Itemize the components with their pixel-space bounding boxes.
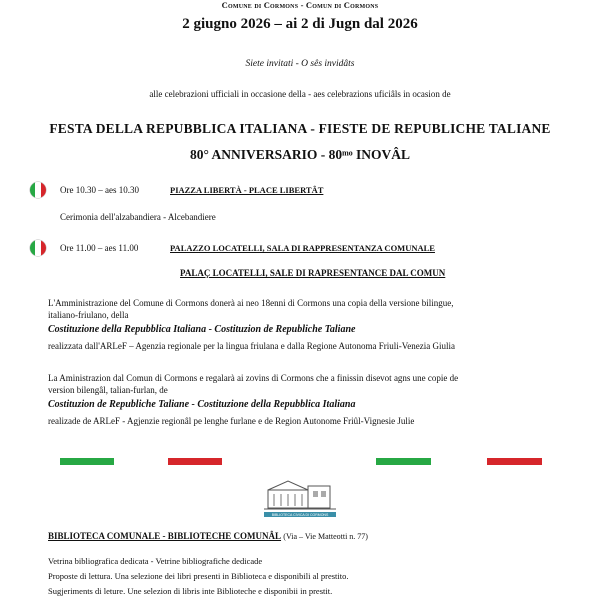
municipality-header: Comune di Cormons - Comun di Cormons [221,0,379,10]
italian-flag-icon [30,240,46,256]
proposal-friulian: Sugjeriments di leture. Une selezion di libris inte Biblioteche e disponibii in prestit. [48,586,333,596]
proposal-italian: Proposte di lettura. Una selezione dei libri presenti in Biblioteca e disponibili al prestito. [48,571,349,581]
event-place-friulian: PALAÇ LOCATELLI, SALE DI RAPRESENTANCE DAL COMUN [180,268,446,278]
paragraph-line: realizzata dall'ARLeF – Agenzia regionale per la lingua friulana e dalla Regione Autonoma Friuli-Venezia Giulia [48,340,455,351]
paragraph-friulian [48,373,558,427]
paragraph-line: version bilengâl, talian-furlan, de [48,384,168,395]
library-heading [48,531,368,541]
event-place: PALAZZO LOCATELLI, SALA DI RAPPRESENTANZA COMUNALE [170,243,435,253]
logo-caption: BIBLIOTECA CIVICA DI CORMONS [271,513,329,517]
event-time: Ore 11.00 – aes 11.00 [60,243,139,253]
tricolor-stripe-right [376,458,542,465]
constitution-title: Costituzione della Repubblica Italiana - Costituzion de Republiche Taliane [48,324,356,335]
event-detail: Cerimonia dell'alzabandiera - Alcebandiere [60,212,216,222]
event-time: Ore 10.30 – aes 10.30 [60,185,139,195]
tricolor-stripe-left [60,458,222,465]
library-title: BIBLIOTECA COMUNALE - BIBLIOTECHE COMUNÂL [48,531,282,541]
paragraph-line: La Aministrazion dal Comun di Cormons e regalarà ai zovins di Cormons che a finissin disevot agns une copie de [48,373,459,383]
showcase-line: Vetrina bibliografica dedicata - Vetrine bibliografiche dedicade [48,556,263,566]
occasion-line: alle celebrazioni ufficiali in occasione della - aes celebrazions uficiâls in ocasion de [149,89,451,99]
library-building-logo [262,476,338,518]
event-place: PIAZZA LIBERTÀ - PLACE LIBERTÂT [170,185,324,195]
paragraph-line: L'Amministrazione del Comune di Cormons donerà ai neo 18enni di Cormons una copia della versione bilingue, [48,298,454,308]
festa-title: FESTA DELLA REPUBBLICA ITALIANA - FIESTE DE REPUBLICHE TALIANE [49,121,551,136]
constitution-title: Costituzion de Republiche Taliane - Costituzione della Repubblica Italiana [48,399,356,410]
paragraph-line: italiano-friulano, della [48,309,129,320]
library-address: (Via – Vie Matteotti n. 77) [283,532,368,541]
anniversary-title: 80° ANNIVERSARIO - 80ᵐᵒ INOVÂL [190,147,410,162]
paragraph-line: realizade de ARLeF - Agjenzie regionâl pe lenghe furlane e de Region Autonome Friûl-Vignesie Julie [48,415,415,426]
event-row-1 [30,180,323,200]
italian-flag-icon [30,182,46,198]
event-row-2 [30,238,435,258]
invitation-line: Siete invitati - O sês invidâts [245,59,355,69]
event-date: 2 giugno 2026 – ai 2 di Jugn dal 2026 [182,16,418,32]
paragraph-italian [48,298,558,352]
